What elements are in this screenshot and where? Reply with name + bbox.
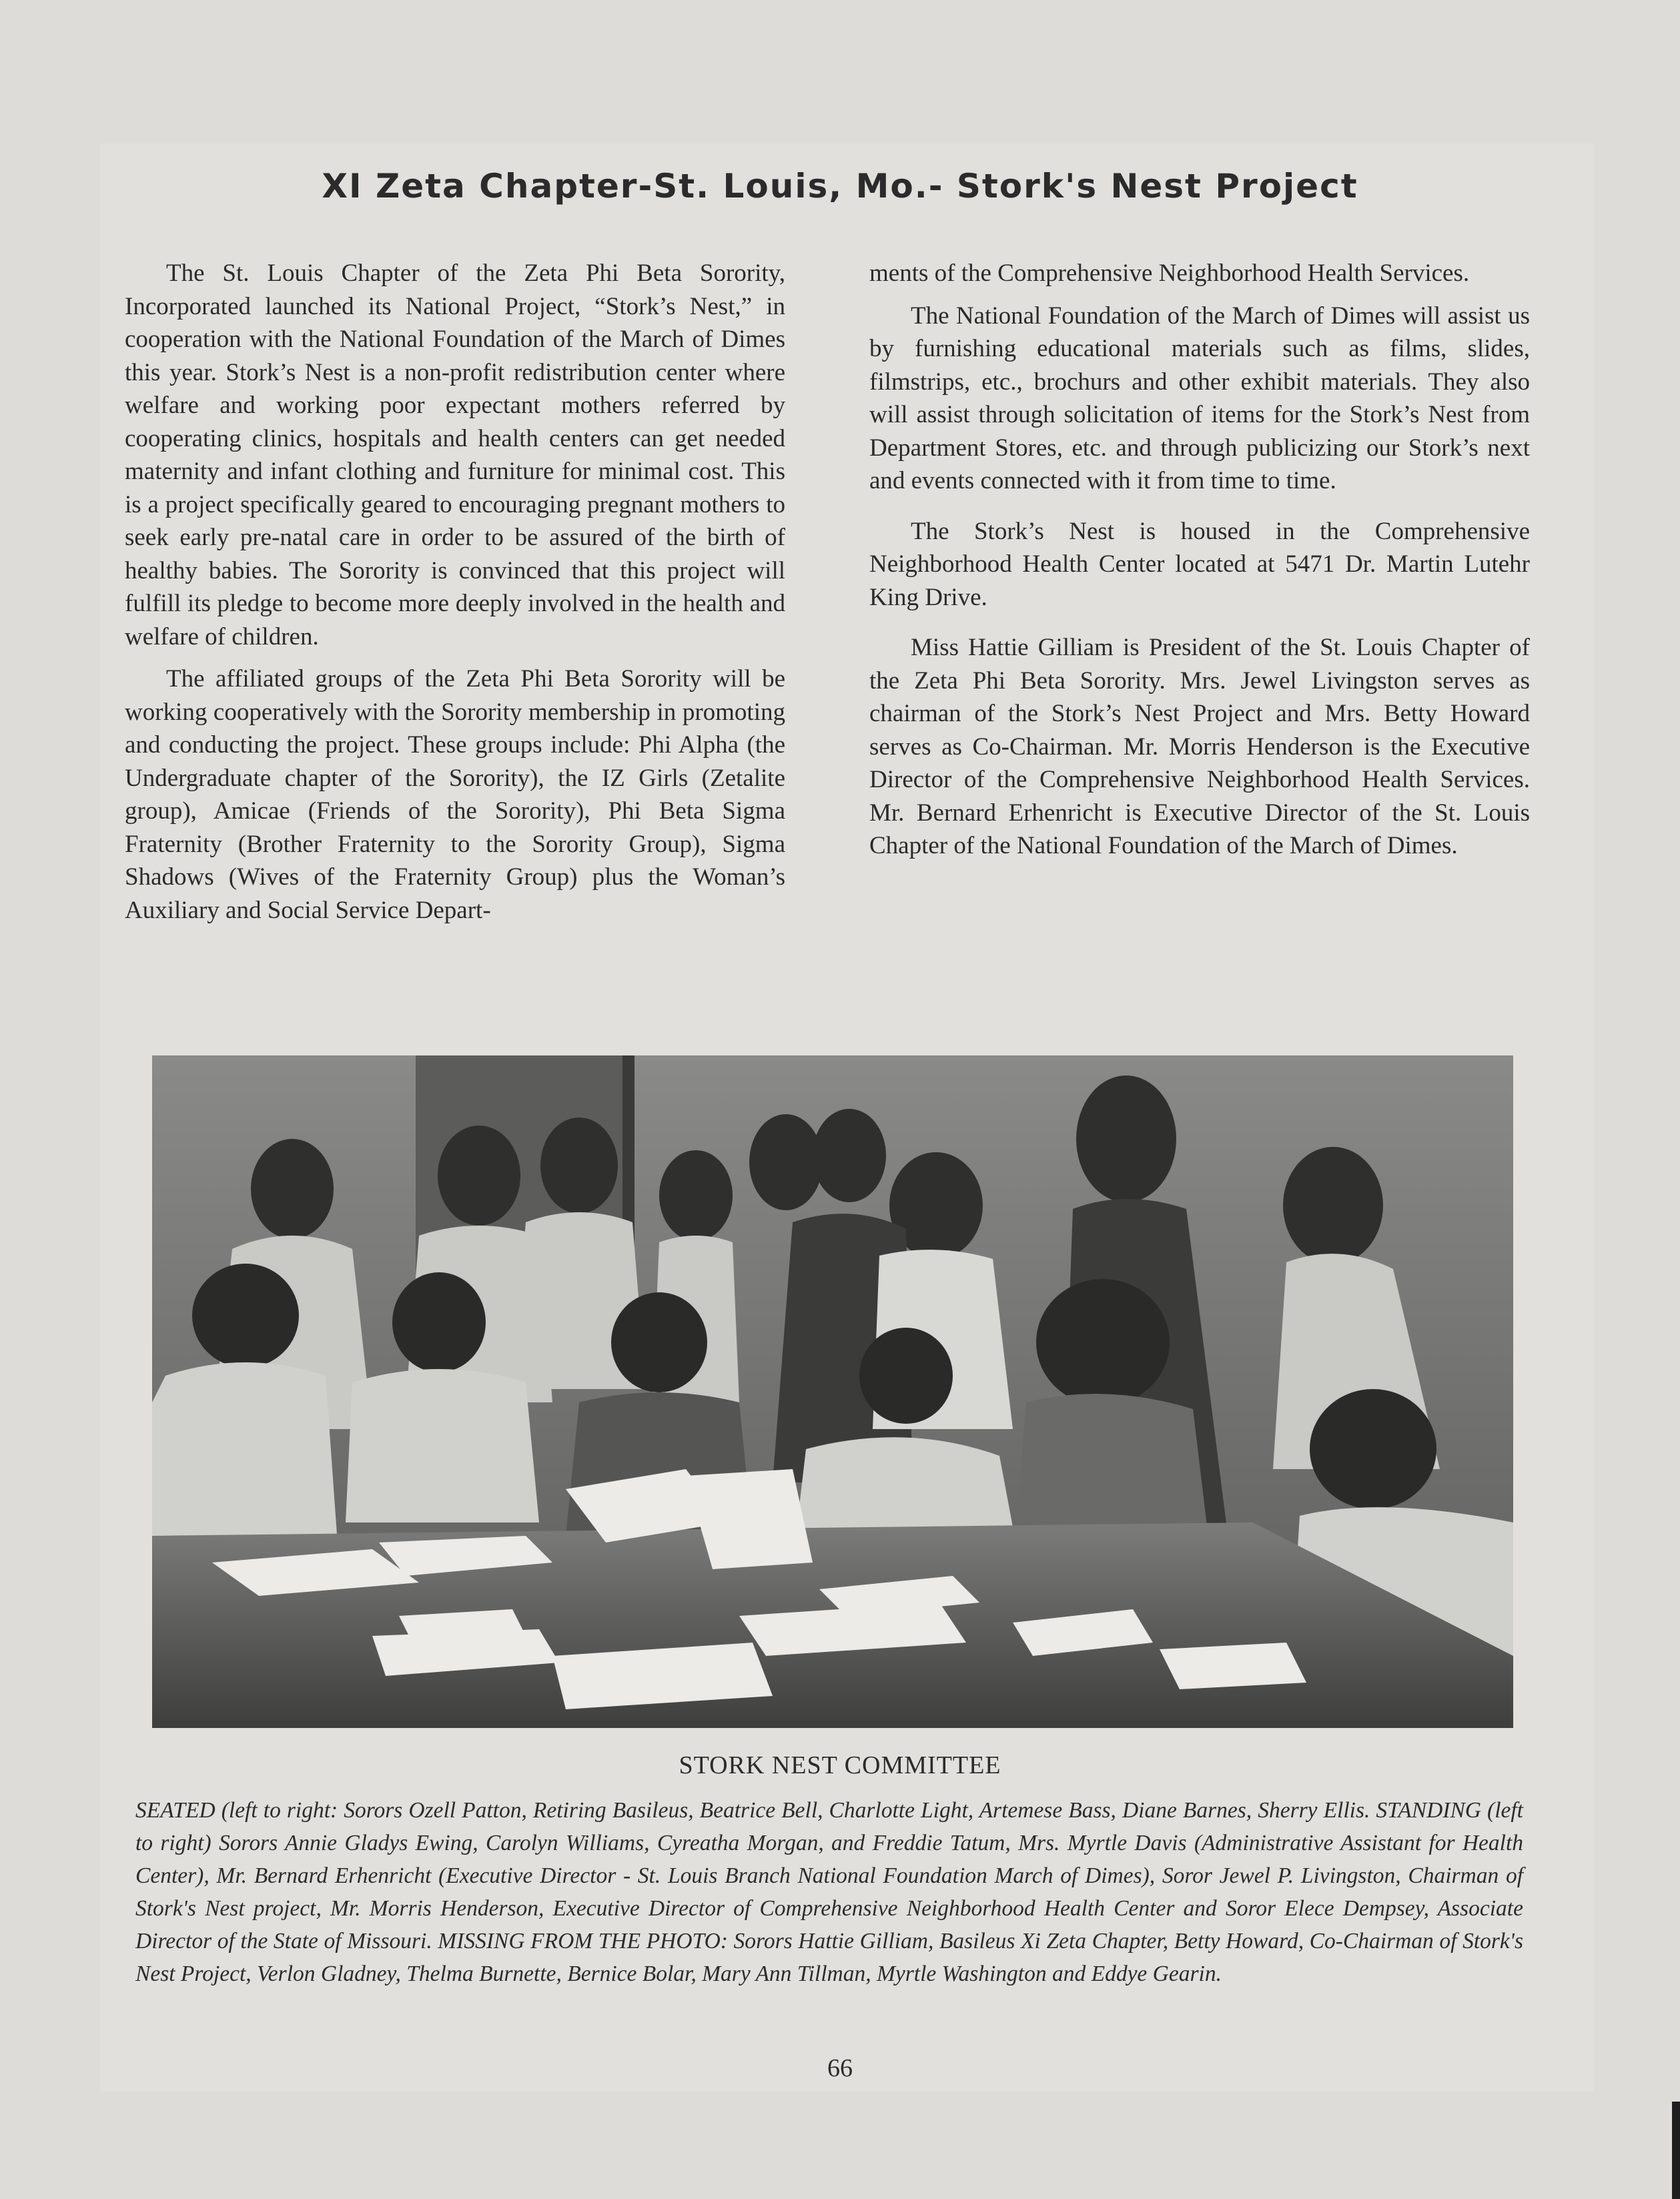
paragraph: The National Foundation of the March of Dimes will assist us by furnishing educational materials such as films, slides, filmstrips, etc., brochurs and other exhibit materials. They also will assist through solicitation of items for the Stork’s Nest from Department Stores, etc. and through publicizing our Stork’s next and events connected with it from time to time.	[869, 302, 1530, 494]
caption-text: SEATED (left to right: Sorors Ozell Patton, Retiring Basileus, Beatrice Bell, Charlotte Light, Artemese Bass, Diane Barnes, Sherry Ellis. STANDING (left to right) Sorors Annie Gladys Ewing, Carolyn Williams, Cyreatha Morgan, and Freddie Tatum, Mrs. Myrtle Davis (Administrative Assistant for Health Center), Mr. Bernard Erhenricht (Executive Director - St. Louis Branch National Foundation March of Dimes), Soror Jewel P. Livingston, Chairman of Stork's Nest project, Mr. Morris Henderson, Executive Director of Comprehensive Neighborhood Health Center and Soror Elece Dempsey, Associate Director of the State of Missouri. MISSING FROM THE PHOTO: Sorors Hattie Gilliam, Basileus Xi Zeta Chapter, Betty Howard, Co-Chairman of Stork's Nest Project, Verlon Gladney, Thelma Burnette, Bernice Bolar, Mary Ann Tillman, Myrtle Washington and Eddye Gearin.	[135, 1798, 1523, 1986]
right-column	[869, 257, 1530, 872]
left-column	[125, 257, 785, 936]
paragraph: Miss Hattie Gilliam is President of the St. Louis Chapter of the Zeta Phi Beta Sorority. Mrs. Jewel Livingston serves as chairman of the Stork’s Nest Project and Mrs. Betty Howard serves as Co-Chairman. Mr. Morris Henderson is the Executive Director of the Comprehensive Neighborhood Health Services. Mr. Bernard Erhenricht is Executive Director of the St. Louis Chapter of the National Foundation of the March of Dimes.	[869, 634, 1530, 859]
paragraph: ments of the Comprehensive Neighborhood Health Services.	[869, 260, 1470, 287]
paragraph: The St. Louis Chapter of the Zeta Phi Beta Sorority, Incorporated launched its National Project, “Stork’s Nest,” in cooperation with the National Foundation of the March of Dimes this year. Stork’s Nest is a non-profit redistribution center where welfare and working poor expectant mothers referred by cooperating clinics, hospitals and health centers can get needed maternity and infant clothing and furniture for minimal cost. This is a project specifically geared to encouraging pregnant mothers to seek early pre-natal care in order to be assured of the birth of healthy babies. The Sorority is convinced that this project will fulfill its pledge to become more deeply involved in the health and welfare of children.	[125, 260, 785, 650]
page-number: 66	[827, 2054, 853, 2082]
photo-illustration	[152, 1055, 1513, 1728]
caption-title: STORK NEST COMMITTEE	[679, 1751, 1001, 1779]
page-title: XI Zeta Chapter-St. Louis, Mo.- Stork's Nest Project	[322, 167, 1358, 205]
paragraph: The Stork’s Nest is housed in the Comprehensive Neighborhood Health Center located at 5471 Dr. Martin Lutehr King Drive.	[869, 517, 1530, 611]
paragraph: The affiliated groups of the Zeta Phi Beta Sorority will be working cooperatively with the Sorority membership in promoting and conducting the project. These groups include: Phi Alpha (the Undergraduate chapter of the Sorority), the IZ Girls (Zetalite group), Amicae (Friends of the Sorority), Phi Beta Sigma Fraternity (Brother Fraternity to the Sorority Group), Sigma Shadows (Wives of the Fraternity Group) plus the Woman’s Auxiliary and Social Service Depart-	[125, 665, 785, 924]
edge-mark	[1672, 2102, 1680, 2199]
committee-photo	[152, 1055, 1513, 1728]
